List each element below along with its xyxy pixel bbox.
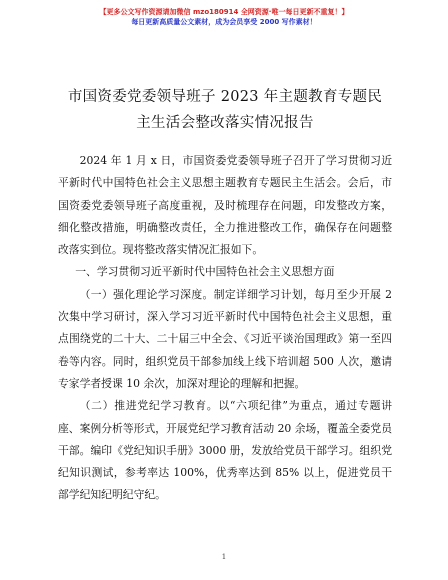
promo-banner-line2: 每日更新高质量公文素材，成为会员享受 2000 写作素材！ bbox=[131, 18, 317, 26]
paragraph-theory-study: （一）强化理论学习深度。制定详细学习计划，每月至少开展 2 次集中学习研讨，深入学习习近平新时代中国特色社会主义思想，重点围绕党的二十大、二十届三中全会、《习近平谈治国理政》第一至四卷等内容。同时，组织党员干部参加线上线下培训超 500 人次，邀请专家学者授课 10 余次，加深对理论的理解和把握。 bbox=[58, 287, 392, 390]
promo-banner-line1: 【更多公文写作资源请加微信 mzo180914 全网资源·唯一每日更新不重复！】 bbox=[99, 8, 349, 16]
document-title bbox=[42, 84, 408, 136]
intro-paragraph: 2024 年 1 月 x 日，市国资委党委领导班子召开了学习贯彻习近平新时代中国特色社会主义思想主题教育专题民主生活会。会后，市国资委党委领导班子高度重视，及时梳理存在问题，印发整改方案，细化整改措施，明确整改责任，全力推进整改工作，确保存在问题整改落实到位。现将整改落实情况汇报如下。 bbox=[58, 154, 392, 257]
section-heading: 一、学习贯彻习近平新时代中国特色社会主义思想方面 bbox=[75, 265, 335, 279]
paragraph-discipline-education: （二）推进党纪学习教育。以“六项纪律”为重点，通过专题讲座、案例分析等形式，开展党纪学习教育活动 20 余场，覆盖全委党员干部。编印《党纪知识手册》3000 册，发放给党员干部学习。组织党纪知识测试，参考率达 100%，优秀率达到 85% 以上，促进党员干部学纪知纪明纪守纪。 bbox=[58, 399, 392, 502]
title-line-2: 主生活会整改落实情况报告 bbox=[136, 115, 314, 131]
page-number: 1 bbox=[221, 553, 227, 561]
title-line-1: 市国资委党委领导班子 2023 年主题教育专题民 bbox=[67, 89, 383, 105]
document-body bbox=[58, 150, 392, 507]
